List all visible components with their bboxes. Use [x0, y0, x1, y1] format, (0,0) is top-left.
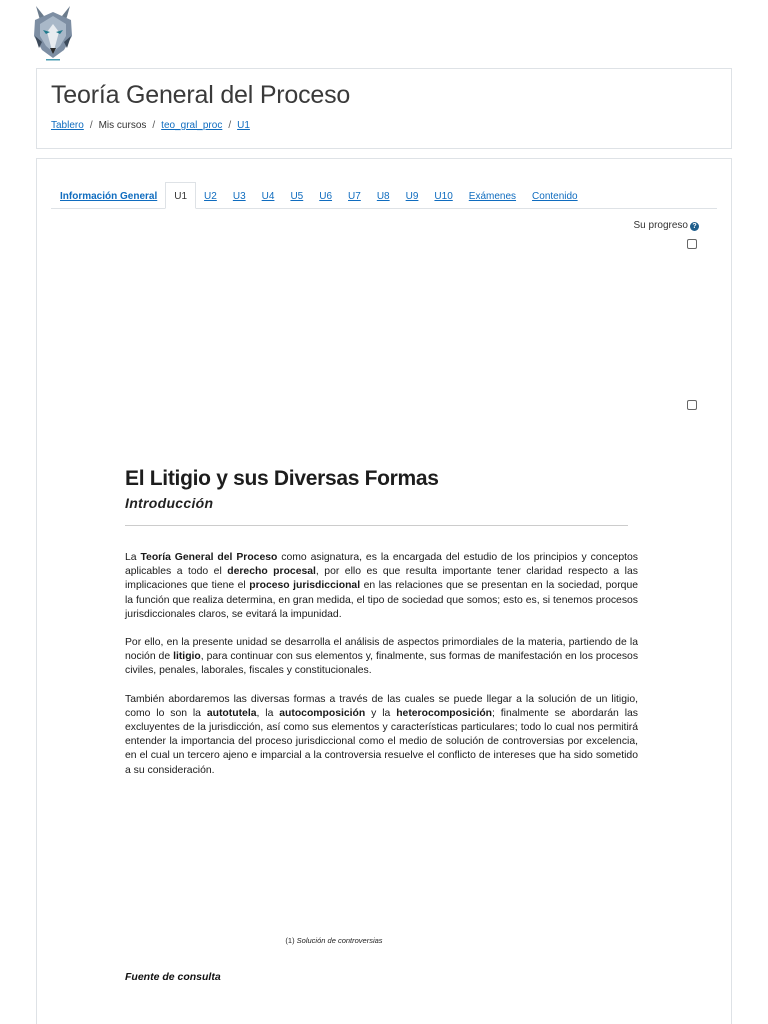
tab-u7[interactable]: U7 [348, 191, 361, 202]
tab-u2[interactable]: U2 [204, 191, 217, 202]
tab-u1[interactable]: U1 [165, 182, 196, 209]
tab-examenes[interactable]: Exámenes [468, 191, 517, 202]
completion-checkbox[interactable] [687, 400, 697, 410]
intro-paragraph-1: La Teoría General del Proceso como asignatura, es la encargada del estudio de los principios y conceptos aplicables a todo el derecho procesal, por ello es que resulta importante tener claridad respecto a las implicaciones que tiene el proceso jurisdiccional en las relaciones que se presentan en la sociedad, porque la función que realiza determina, en gran medida, el tipo de sociedad que somos; esto es, si tenemos procesos jurisdiccionales claros, se evitará la impunidad. [125, 552, 639, 620]
divider [125, 525, 628, 526]
tab-u6[interactable]: U6 [319, 191, 333, 202]
breadcrumb-separator: / [152, 120, 156, 131]
page-title: Teoría General del Proceso [51, 81, 351, 109]
source-heading: Fuente de consulta [125, 971, 221, 983]
intro-paragraph-2: Por ello, en la presente unidad se desarrolla el análisis de aspectos primordiales de la materia, partiendo de la noción de litigio, para continuar con sus elementos y, finalmente, sus formas de manifestación en los procesos civiles, penales, laborales, fiscales y constitucionales. [125, 637, 639, 677]
tab-informacion-general[interactable]: Información General [60, 191, 158, 202]
completion-checkbox[interactable] [687, 239, 697, 249]
content-subtitle: Introducción [125, 495, 214, 511]
course-tabs [51, 182, 717, 209]
breadcrumb [51, 120, 250, 131]
tab-contenido[interactable]: Contenido [532, 191, 578, 202]
tab-u4[interactable]: U4 [261, 191, 275, 202]
tab-u9[interactable]: U9 [405, 191, 419, 202]
breadcrumb-course-link[interactable]: teo_gral_proc [161, 120, 223, 131]
tab-u10[interactable]: U10 [434, 191, 453, 202]
question-circle-icon[interactable]: ? [690, 222, 699, 231]
progress-indicator [634, 220, 699, 231]
tab-u5[interactable]: U5 [290, 191, 304, 202]
intro-paragraph-3: También abordaremos las diversas formas a través de las cuales se puede llegar a la solución de un litigio, como lo son la autotutela, la autocomposición y la heterocomposición; finalmente se abordarán las excluyentes de la jurisdicción, así como sus elementos y características particulares; todo lo cual nos permitirá entender la importancia del proceso jurisdiccional como el medio de solución de controversias por excelencia, en el cual un tercero ajeno e imparcial a la controversia resuelve el conflicto de intereses que ha sido sometido a su consideración. [125, 693, 638, 776]
breadcrumb-my-courses: Mis cursos [98, 120, 147, 131]
breadcrumb-home-link[interactable]: Tablero [51, 120, 84, 131]
course-content-card [36, 158, 732, 1024]
unit-content [125, 467, 638, 778]
image-caption: (1) Solución de controversias [285, 936, 383, 945]
breadcrumb-separator: / [228, 120, 232, 131]
tab-u8[interactable]: U8 [376, 191, 390, 202]
breadcrumb-unit-link[interactable]: U1 [237, 120, 250, 131]
progress-label: Su progreso [633, 220, 688, 231]
tab-u3[interactable]: U3 [232, 191, 246, 202]
content-title: El Litigio y sus Diversas Formas [125, 467, 439, 490]
page-header [36, 68, 732, 149]
site-logo-icon[interactable] [30, 2, 76, 62]
breadcrumb-separator: / [89, 120, 93, 131]
